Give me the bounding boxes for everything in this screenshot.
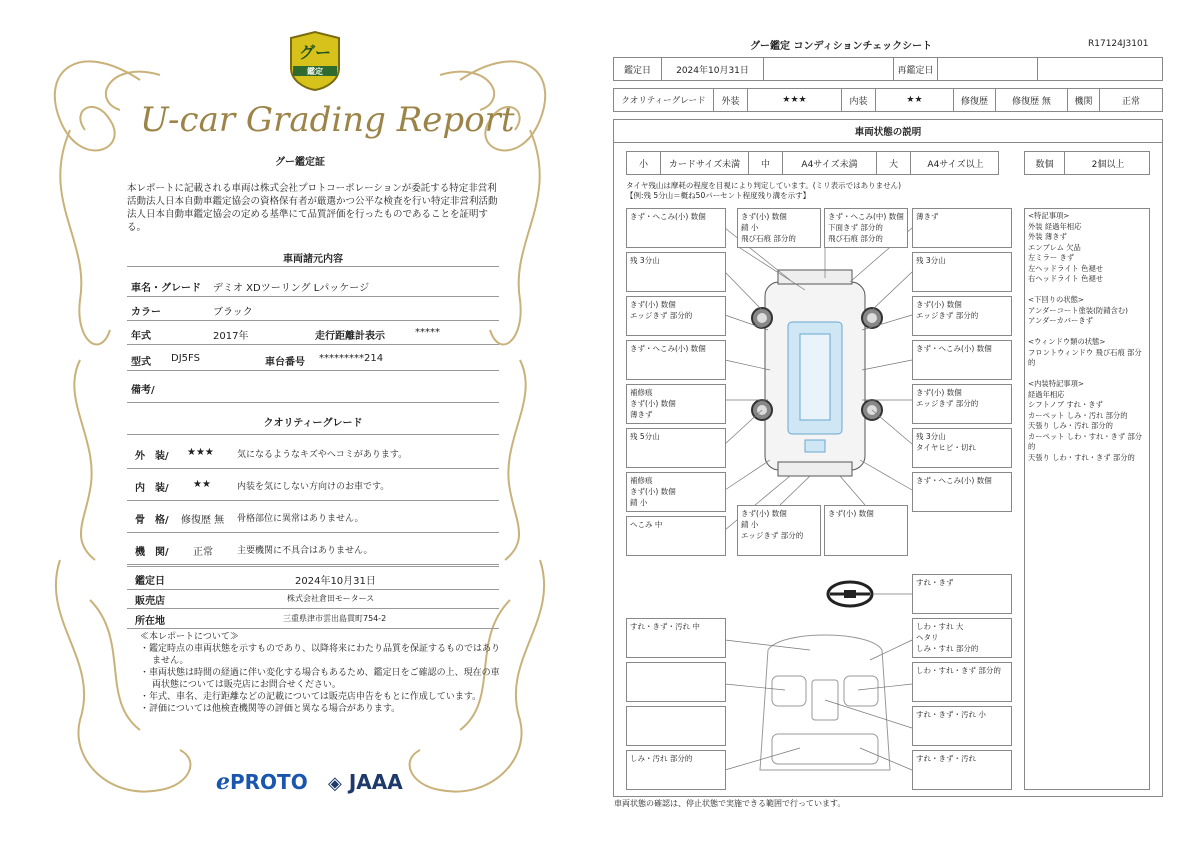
grade-desc: 骨格部位に異常はありません。 (237, 514, 364, 524)
count-desc: 2個以上 (1091, 159, 1125, 170)
footer-note: 車両状態の確認は、停止状態で実施できる範囲で行っています。 (614, 799, 846, 808)
tire-box-front-left: 残 3分山 (626, 252, 726, 292)
note-line: フロントウィンドウ 飛び石痕 部分的 (1028, 347, 1142, 367)
quality-grade-label: クオリティーグレード (614, 89, 714, 111)
grade-row-ext (127, 440, 499, 469)
damage-box-right-quarter: きず・へこみ(小) 数個 (912, 472, 1012, 512)
sheet-id: R17124J3101 (1088, 39, 1149, 49)
note-item: ・鑑定時点の車両状態を示すものであり、以降将来にわたり品質を保証するものではありません。 (140, 644, 501, 666)
note-line: <特記事項> (1028, 211, 1070, 220)
size-small: 小 (627, 152, 661, 174)
repair-label: 修復歴 (954, 89, 996, 111)
count-label: 数個 (1025, 152, 1065, 174)
jaaa-logo: ◈ JAAA (328, 770, 403, 794)
quality-heading: クオリティーグレード (263, 418, 363, 429)
divider (127, 266, 499, 267)
note-line: 天張り しわ・すれ・きず 部分的 (1028, 452, 1135, 462)
spec-row-color (127, 296, 499, 321)
car-exterior-diagram (752, 270, 882, 476)
grade-label: 骨 格/ (135, 515, 169, 526)
interior-box-steering: すれ・きず (912, 574, 1012, 614)
car-interior-diagram (760, 635, 890, 770)
damage-box-front-center-right: きず・へこみ(中) 数個 下面きず 部分的 飛び石痕 部分的 (824, 208, 908, 248)
report-notes (140, 631, 500, 715)
condition-check-sheet (600, 0, 1200, 848)
tire-box-rear-left: 残 5分山 (626, 428, 726, 468)
damage-box-left-quarter: 補修痕 きず(小) 数個 錆 小 (626, 472, 726, 512)
interior-box-rear-left: しみ・汚れ 部分的 (626, 750, 726, 790)
date-label: 鑑定日 (135, 576, 165, 587)
grade-value: 修復歴 無 (181, 515, 225, 526)
note-line: <ウィンドウ類の状態> (1028, 337, 1106, 346)
shop-value: 株式会社倉田モータース (287, 594, 375, 603)
chassis-value: *********214 (319, 353, 384, 364)
grade-row-int (127, 472, 499, 501)
note-line: 左ヘッドライト 色褪せ (1028, 263, 1104, 273)
int-label: 内装 (842, 89, 876, 111)
year-label: 年式 (131, 331, 151, 342)
interior-box-left-trim (626, 706, 726, 746)
damage-box-rear-center-left: きず(小) 数個 錆 小 エッジきず 部分的 (737, 505, 821, 556)
damage-box-rear-left: へこみ 中 (626, 516, 726, 556)
ext-label: 外装 (714, 89, 748, 111)
interior-box-rear-right: すれ・きず・汚れ (912, 750, 1012, 790)
repair-value: 修復歴 無 (996, 89, 1068, 111)
spec-row-name (127, 272, 499, 297)
note-line: 外装 経過年相応 (1028, 221, 1082, 231)
model-label: 型式 (131, 357, 151, 368)
model-value: DJ5FS (171, 353, 200, 364)
special-notes (1024, 208, 1150, 790)
damage-box-front-center-left: きず(小) 数個 錆 小 飛び石痕 部分的 (737, 208, 821, 248)
grade-row-frame (127, 504, 499, 533)
interior-box-right-trim: しわ・すれ・きず 部分的 (912, 662, 1012, 702)
grade-desc: 気になるようなキズやヘコミがあります。 (237, 450, 408, 460)
spacer (1028, 369, 1146, 380)
redate-label: 再鑑定日 (894, 58, 938, 80)
interior-box-passenger-seat (626, 662, 726, 702)
report-title: U-car Grading Report (140, 100, 515, 140)
spec-row-model (127, 346, 499, 371)
grade-label: 外 装/ (135, 451, 169, 462)
note-line: 右ヘッドライト 色褪せ (1028, 274, 1104, 283)
note-line: アンダーカバーきず (1028, 316, 1093, 325)
date-value: 2024年10月31日 (662, 58, 764, 80)
spec-heading: 車両諸元内容 (283, 254, 343, 265)
int-value: ★★ (876, 89, 954, 111)
grade-desc: 内装を気にしない方向けのお車です。 (237, 482, 390, 492)
proto-logo: ℯPROTO (216, 770, 308, 795)
note-line: 天張り しみ・汚れ 部分的 (1028, 421, 1113, 430)
tire-example: 【例:残 5分山＝概ね50パーセント程度残り溝を示す】 (626, 191, 811, 200)
damage-box-left-front-door: きず・へこみ(小) 数個 (626, 340, 726, 380)
tire-box-front-right: 残 3分山 (912, 252, 1012, 292)
grade-value: ★★ (193, 479, 211, 490)
jaaa-logo-text: JAAA (348, 770, 403, 794)
note-line: 経過年相応 (1028, 389, 1065, 399)
grade-label: 機 関/ (135, 547, 169, 558)
grade-label: 内 装/ (135, 483, 169, 494)
mileage-label: 走行距離計表示 (315, 331, 385, 342)
tire-note: タイヤ残山は摩耗の程度を目視により判定しています。(ミリ表示ではありません) (626, 181, 902, 190)
state-heading: 車両状態の説明 (613, 119, 1163, 143)
color-value: ブラック (213, 307, 253, 318)
steering-wheel-icon (828, 582, 872, 606)
size-medium-desc: A4サイズ未満 (783, 152, 877, 174)
address-label: 所在地 (135, 616, 165, 627)
notes-heading: ≪本レポートについて≫ (140, 632, 239, 642)
interior-box-driver-seat: しわ・すれ 大 ヘタリ しみ・すれ 部分的 (912, 618, 1012, 658)
interior-box-dashboard: すれ・きず・汚れ 中 (626, 618, 726, 658)
note-line: カーペット しわ・すれ・きず 部分的 (1028, 431, 1143, 451)
note-item: ・車両状態は時間の経過に伴い変化する場合もあるため、鑑定日をご確認の上、現在の車両状態については販売店にお問合せください。 (140, 668, 500, 690)
engine-label: 機関 (1068, 89, 1100, 111)
address-row (127, 608, 499, 629)
ext-value: ★★★ (748, 89, 842, 111)
damage-box-right-rear-door: きず(小) 数個 エッジきず 部分的 (912, 384, 1012, 424)
color-label: カラー (131, 307, 161, 318)
spec-row-year (127, 320, 499, 345)
note-line: エンブレム 欠品 (1028, 242, 1081, 252)
shop-row (127, 588, 499, 609)
note-line: カーペット しみ・汚れ 部分的 (1028, 410, 1128, 420)
note-item: ・評価については他検査機関等の評価と異なる場合があります。 (140, 704, 401, 714)
address-value: 三重県津市雲出島貫町754-2 (283, 614, 387, 623)
size-large-desc: A4サイズ以上 (927, 159, 984, 170)
note-line: シフトノブ すれ・きず (1028, 400, 1103, 409)
size-medium: 中 (749, 152, 783, 174)
shop-label: 販売店 (135, 596, 165, 607)
damage-box-left-fender: きず(小) 数個 エッジきず 部分的 (626, 296, 726, 336)
size-small-desc: カードサイズ未満 (661, 152, 749, 174)
grade-row-engine (127, 536, 499, 565)
certificate-body: 本レポートに記載される車両は株式会社プロトコーポレーションが委託する特定非営利活動法人日本自動車鑑定協会の資格保有者が厳選かつ公平な検査を行い特定非営利活動法人日本自動車鑑定協会の定める基準にて品質評価を行ったものであることを証明する。 (127, 183, 498, 233)
mileage-value: ***** (415, 327, 440, 338)
goo-badge-icon (287, 30, 343, 92)
damage-box-rear-center-right: きず(小) 数個 (824, 505, 908, 556)
date-value: 2024年10月31日 (295, 576, 376, 587)
badge-text: グー (298, 43, 331, 62)
interior-box-console: すれ・きず・汚れ 小 (912, 706, 1012, 746)
note-line: 左ミラー きず (1028, 253, 1075, 262)
damage-box-right-fender: きず(小) 数個 エッジきず 部分的 (912, 296, 1012, 336)
note-line: <下回りの状態> (1028, 295, 1085, 304)
spacer (1028, 327, 1146, 338)
grade-value: ★★★ (187, 447, 214, 458)
certificate-title: グー鑑定証 (275, 157, 325, 168)
spec-row-remarks (127, 374, 499, 403)
size-large: 大 (877, 152, 911, 174)
engine-value: 正常 (1121, 96, 1140, 107)
sheet-title: グー鑑定 コンディションチェックシート (750, 41, 933, 52)
date-label: 鑑定日 (614, 58, 662, 80)
tire-box-rear-right: 残 3分山 タイヤヒビ・切れ (912, 428, 1012, 468)
grade-desc: 主要機関に不具合はありません。 (237, 546, 373, 556)
date-row (127, 566, 499, 590)
year-value: 2017年 (213, 331, 249, 342)
damage-box-front-right: 薄きず (912, 208, 1012, 248)
damage-box-left-rear-door: 補修痕 きず(小) 数個 薄きず (626, 384, 726, 424)
spacer (1028, 285, 1146, 296)
note-line: アンダーコート塗装(防錆含む) (1028, 305, 1128, 315)
proto-logo-text: PROTO (230, 770, 308, 794)
chassis-label: 車台番号 (265, 357, 305, 368)
remarks-label: 備考/ (131, 385, 155, 396)
damage-box-right-front-door: きず・へこみ(小) 数個 (912, 340, 1012, 380)
note-item: ・年式、車名、走行距離などの記載については販売店申告をもとに作成しています。 (140, 692, 482, 702)
divider (127, 434, 499, 435)
car-name-label: 車名・グレード (131, 283, 201, 294)
note-line: 外装 薄きず (1028, 232, 1067, 241)
note-line: <内装特記事項> (1028, 379, 1085, 388)
grade-value: 正常 (193, 547, 213, 558)
damage-box-front-left: きず・へこみ(小) 数個 (626, 208, 726, 248)
car-name: デミオ XDツーリング Lパッケージ (213, 283, 370, 294)
badge-sub: 鑑定 (307, 67, 323, 76)
